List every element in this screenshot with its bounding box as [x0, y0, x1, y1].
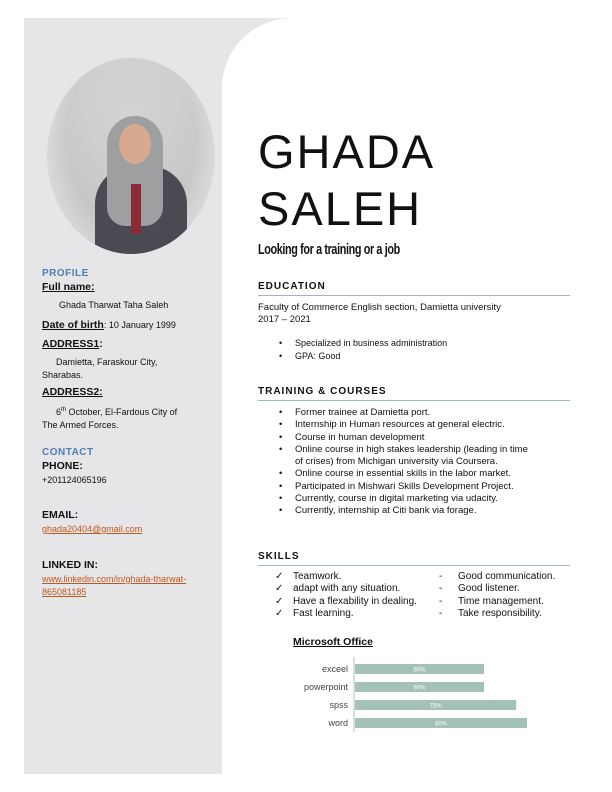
resume-page: PROFILE Full name: Ghada Tharwat Taha Saleh Date of birth: 10 January 1999 ADDRESS1: Damietta, Faraskour City, Sharabas. ADDRESS2: 6th October, El-Fardous City of The Armed Forces. CONTACT PHONE: +201124065196 EMAIL: ghada20404@gmail.com LINKED IN: www.linkedin.com/in/ghada-tharwat- 865081185 GHADA SALEH Looking for a training or a job EDUCATION Faculty of Commerce English section, Damietta university 2017 – 2021 • Specialized in business administration • GPA: Good TRAINING & COURSES • Former trainee at Damietta port. • Internship in Human resources at general electric. • Course in human development • Online course in high stakes leadership (leading in time of crises) from Michigan university via Coursera. • Online course in essential skills in the labor market. • Participated in Mishwari Skills Development Project. • Currently, course in digital marketing via udacity. • Currently, internship at Citi bank via forage. SKILLS ✓ Teamwork. - Good communication. ✓ adapt with any situation. - Good listener. ✓ Have a flexability in dealing. - Time management. ✓ Fast learning. - Take responsibility. Microsoft Office exceel 60% powerpoint 60% spss 75% word 80%: [0, 0, 612, 792]
phone-value: +201124065196: [42, 475, 107, 485]
data-label: 80%: [434, 721, 448, 728]
category-label: exceel: [321, 664, 348, 674]
dob-line: Date of birth: 10 January 1999: [42, 319, 176, 331]
office-skills-chart: [258, 655, 578, 740]
full-name-value: Ghada Tharwat Taha Saleh: [59, 300, 169, 310]
education-line-2: 2017 – 2021: [258, 314, 311, 325]
list-item: • Currently, internship at Citi bank via forage.: [275, 505, 575, 517]
list-item: • GPA: Good: [275, 350, 447, 363]
linkedin-link[interactable]: www.linkedin.com/in/ghada-tharwat- 865081185: [42, 574, 187, 597]
chart-title: Microsoft Office: [293, 636, 373, 648]
list-item: • Online course in high stakes leadership (leading in time: [275, 444, 575, 456]
category-label: word: [328, 718, 348, 728]
education-title: EDUCATION: [258, 281, 570, 296]
training-list: [275, 407, 575, 518]
list-item: • Currently, course in digital marketing via udacity.: [275, 493, 575, 505]
data-label: 60%: [413, 667, 426, 674]
check-icon: ✓: [275, 607, 284, 619]
skills-title: SKILLS: [258, 551, 570, 566]
contact-section-title: CONTACT: [42, 447, 94, 458]
list-item: • Former trainee at Damietta port.: [275, 407, 575, 419]
check-icon: ✓: [275, 595, 284, 607]
first-name: GHADA: [258, 125, 436, 178]
full-name-label: Full name:: [42, 281, 95, 293]
education-line-1: Faculty of Commerce English section, Damietta university: [258, 302, 501, 313]
list-item: • Course in human development: [275, 432, 575, 444]
check-icon: ✓: [275, 583, 284, 595]
linkedin-label: LINKED IN:: [42, 559, 98, 571]
list-item: • Online course in essential skills in the labor market.: [275, 468, 575, 480]
list-item: • Specialized in business administration: [275, 337, 447, 350]
tagline: Looking for a training or a job: [258, 241, 400, 258]
data-label: 60%: [413, 685, 426, 692]
data-label: 75%: [429, 703, 442, 710]
list-item: • Internship in Human resources at general electric.: [275, 419, 575, 431]
address2-value: 6th October, El-Fardous City of The Armed Forces.: [42, 407, 178, 430]
training-title: TRAINING & COURSES: [258, 386, 570, 401]
email-link[interactable]: ghada20404@gmail.com: [42, 524, 143, 534]
category-label: powerpoint: [303, 682, 348, 692]
check-icon: ✓: [275, 571, 284, 582]
address2-label: ADDRESS2:: [42, 386, 103, 398]
education-bullets: [275, 337, 447, 363]
last-name: SALEH: [258, 182, 423, 235]
email-label: EMAIL:: [42, 509, 79, 521]
phone-label: PHONE:: [42, 460, 83, 472]
list-item: of crises) from Michigan university via Coursera.: [295, 456, 498, 468]
list-item: • Participated in Mishwari Skills Development Project.: [275, 481, 575, 493]
address1-value: Damietta, Faraskour City, Sharabas.: [42, 357, 158, 380]
address1-label: ADDRESS1:: [42, 338, 103, 350]
profile-section-title: PROFILE: [42, 268, 89, 279]
category-label: spss: [329, 700, 348, 710]
profile-photo: [47, 58, 215, 254]
